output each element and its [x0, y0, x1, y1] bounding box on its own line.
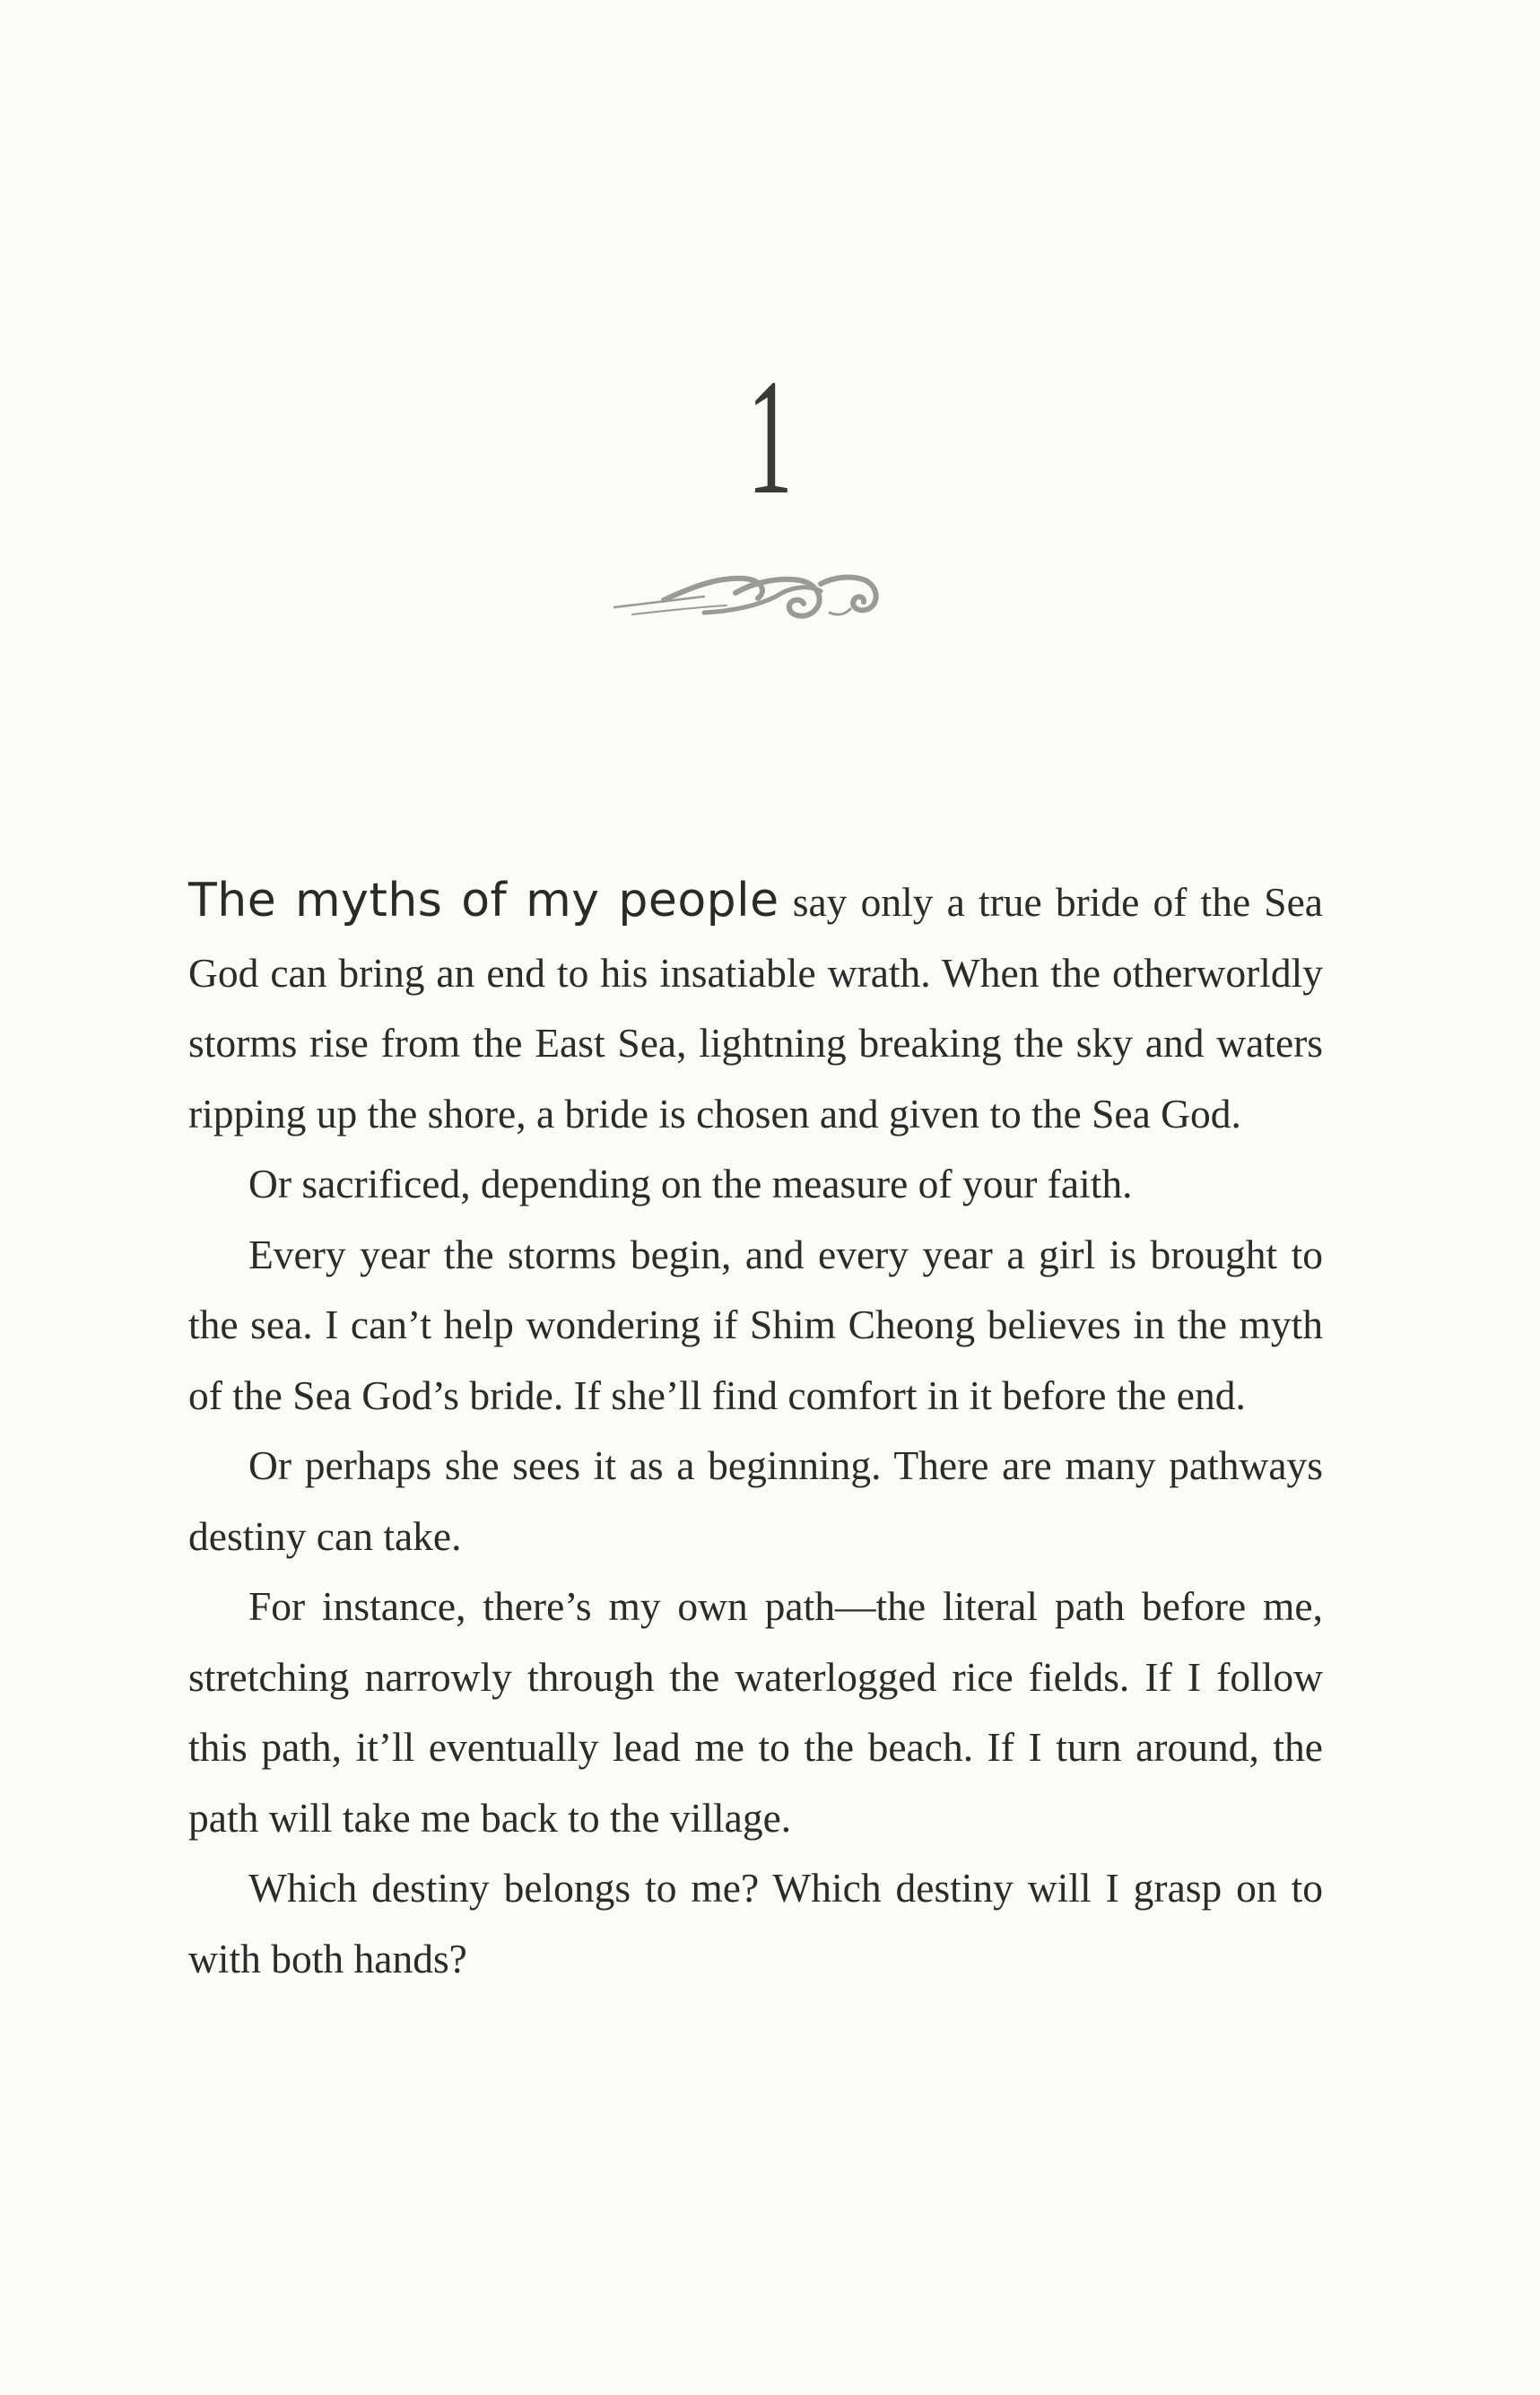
wave-ornament-icon	[610, 561, 888, 632]
paragraph-1	[188, 866, 1323, 1149]
chapter-number: 1	[747, 345, 793, 529]
chapter-body	[188, 866, 1323, 1994]
paragraph-4: Or perhaps she sees it as a beginning. There are many pathways destiny can take.	[188, 1442, 1323, 1559]
paragraph-3: Every year the storms begin, and every year a girl is brought to the sea. I can’t help wondering if Shim Cheong believes in the myth of the Sea God’s bride. If she’ll find comfort in it before the end.	[188, 1231, 1323, 1418]
paragraph-2: Or sacrificed, depending on the measure of your faith.	[248, 1161, 1133, 1206]
paragraph-1-text: say only a true bride of the Sea God can bring an end to his insatiable wrath. When the otherworldly storms rise from the East Sea, lightning breaking the sky and waters ripping up the shore, a bride is chosen and given to the Sea God.	[188, 879, 1323, 1137]
paragraph-6: Which destiny belongs to me? Which destiny will I grasp on to with both hands?	[188, 1865, 1323, 1981]
lead-in-text: The myths of my people	[188, 874, 779, 928]
paragraph-5: For instance, there’s my own path—the literal path before me, stretching narrowly through the waterlogged rice fields. If I follow this path, it’ll eventually lead me to the beach. If I turn around, the path will take me back to the village.	[188, 1583, 1323, 1841]
